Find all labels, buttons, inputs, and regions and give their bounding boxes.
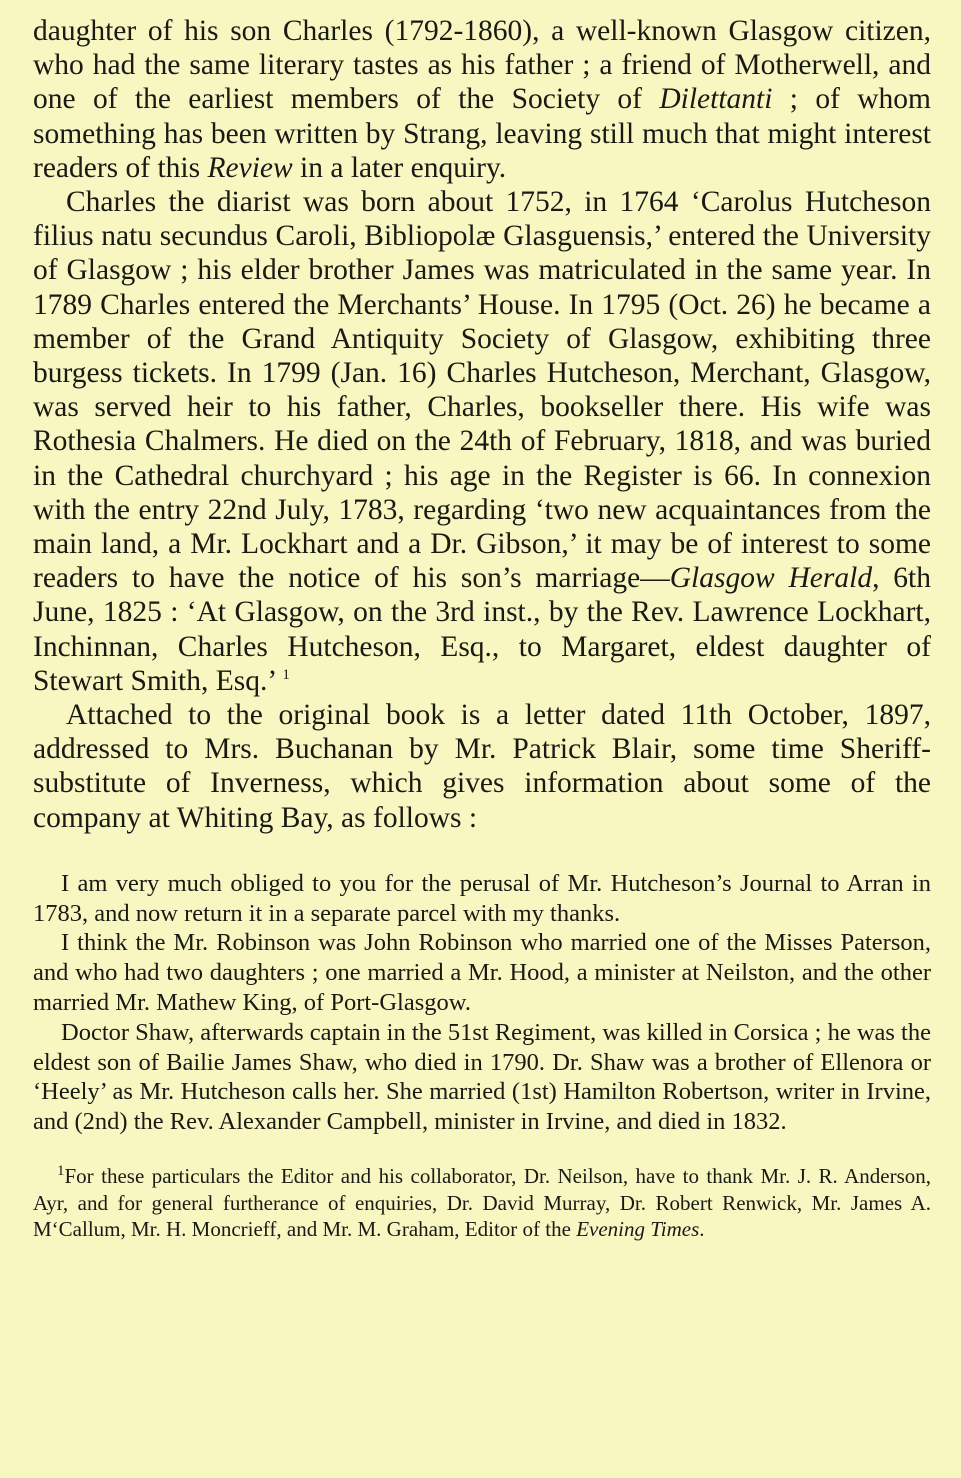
footnote-text-b: . — [699, 1217, 705, 1242]
footnote — [33, 1163, 931, 1243]
paragraph-2-text-b: , 6th June, 1825 : ‘At Glasgow, on the 3rd inst., by the Rev. Lawrence Lockhart, Inchinnan, Charles Hutcheson, Esq., to Margaret, eldest daughter of Stewart Smith, Esq.’ — [33, 562, 932, 697]
footnote-italic-evening-times: Evening Times — [576, 1217, 700, 1242]
paragraph-1-italic-dilettanti: Dilettanti — [659, 83, 773, 116]
paragraph-2 — [33, 185, 931, 698]
quote-paragraph-3: Doctor Shaw, afterwards captain in the 51st Regiment, was killed in Corsica ; he was the eldest son of Bailie James Shaw, who died in 1790. Dr. Shaw was a brother of Ellenora or ‘Heely’ as Mr. Hutcheson calls her. She married (1st) Hamilton Robertson, writer in Irvine, and (2nd) the Rev. Alexander Campbell, minister in Irvine, and died in 1832. — [33, 1018, 931, 1136]
quoted-letter — [33, 869, 931, 1137]
quote-paragraph-2: I think the Mr. Robinson was John Robinson who married one of the Misses Paterson, and who had two daughters ; one married a Mr. Hood, a minister at Neilston, and the other married Mr. Mathew King, of Port-Glasgow. — [33, 929, 931, 1017]
footnote-text-a: For these particulars the Editor and his collaborator, Dr. Neilson, have to thank Mr. J. R. Anderson, Ayr, and for general furtherance of enquiries, Dr. David Murray, Dr. Robert Renwick, Mr. James A. M‘Callum, Mr. H. Moncrieff, and Mr. M. Graham, Editor of the — [33, 1164, 931, 1242]
paragraph-1-text-a: daughter of his son Charles (1792-1860), a well-known Glasgow citizen, who had the same literary tastes as his father ; a friend of Motherwell, and one of the earliest members of the Society of — [33, 15, 931, 116]
quote-paragraph-1: I am very much obliged to you for the perusal of Mr. Hutcheson’s Journal to Arran in 1783, and now return it in a separate parcel with my thanks. — [33, 869, 931, 927]
paragraph-3: Attached to the original book is a letter dated 11th October, 1897, addressed to Mrs. Buchanan by Mr. Patrick Blair, some time Sheriff-substitute of Inverness, which gives information about some of the company at Whiting Bay, as follows : — [33, 699, 931, 834]
paragraph-1 — [33, 14, 931, 185]
paragraph-2-text-a: Charles the diarist was born about 1752, in 1764 ‘Carolus Hutcheson filius natu secundus Caroli, Bibliopolæ Glasguensis,’ entered the University of Glasgow ; his elder brother James was matriculated in the same year. In 1789 Charles entered the Merchants’ House. In 1795 (Oct. 26) he became a member of the Grand Antiquity Society of Glasgow, exhibiting three burgess tickets. In 1799 (Jan. 16) Charles Hutcheson, Merchant, Glasgow, was served heir to his father, Charles, bookseller there. His wife was Rothesia Chalmers. He died on the 24th of February, 1818, and was buried in the Cathedral churchyard ; his age in the Register is 66. In connexion with the entry 22nd July, 1783, regarding ‘two new acquaintances from the main land, a Mr. Lockhart and a Dr. Gibson,’ it may be of interest to some readers to have the notice of his son’s marriage— — [33, 186, 931, 595]
paragraph-2-italic-glasgow-herald: Glasgow Herald — [669, 562, 873, 595]
paragraph-1-italic-review: Review — [207, 151, 293, 184]
footnote-reference[interactable]: 1 — [282, 667, 290, 684]
footnote-mark: 1 — [57, 1163, 65, 1180]
main-text — [33, 14, 931, 835]
paragraph-1-text-b: ; of whom something has been written by Strang, leaving still much that might interest readers of this — [33, 83, 931, 184]
paragraph-1-text-c: in a later enquiry. — [292, 151, 507, 184]
